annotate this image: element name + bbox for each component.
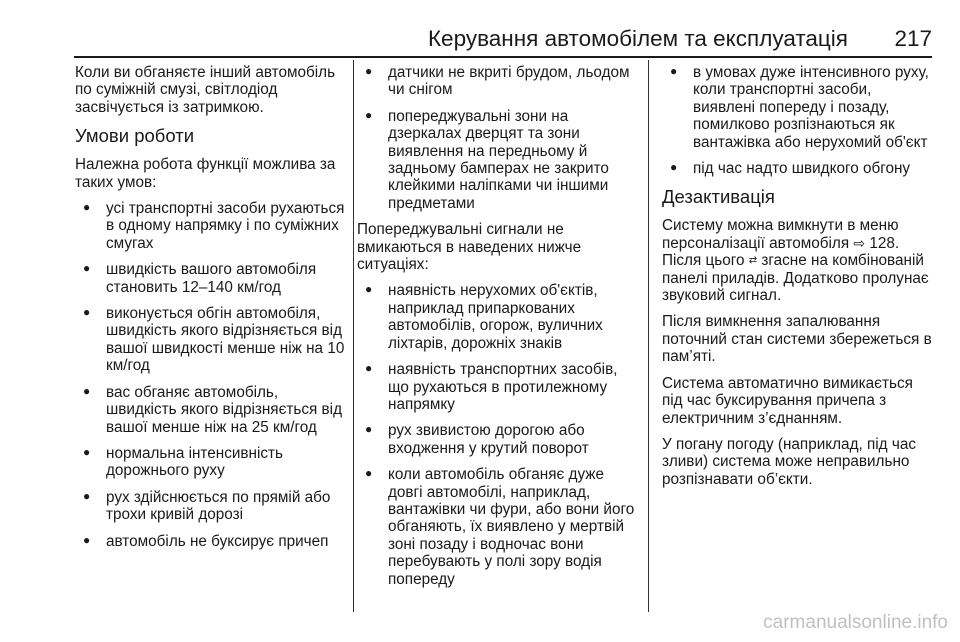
list-item: ● рух звивистою дорогою або входження у крутий поворот	[357, 422, 642, 457]
intro-paragraph: Коли ви обганяєте інший автомобіль по суміжній смузі, світлодіод засвічується із затримкою.	[75, 64, 336, 116]
list-item: ● в умовах дуже інтенсивного руху, коли транспортні засоби, виявлені попереду і позаду, помилково розпізнаються як вантажівка або нерухомий об'єкт	[662, 64, 937, 151]
trailer-paragraph: Система автоматично вимикається під час буксирування причепа з електричним з’єднанням.	[662, 374, 913, 427]
list-item: ● вас обганяє автомобіль, швидкість якого відрізняється від вашої менше ніж на 25 км/год	[75, 384, 345, 436]
no-warning-list	[357, 282, 642, 588]
list-item: ● нормальна інтенсивність дорожнього руху	[75, 445, 345, 480]
ignition-paragraph: Після вимкнення запалювання поточний стан системи збережеться в пам’яті.	[662, 313, 932, 366]
list-item: ● усі транспортні засоби рухаються в одному напрямку і по суміжних смугах	[75, 200, 345, 252]
column-3	[662, 64, 937, 497]
no-warning-lead: Попереджувальні сигнали не вмикаються в наведених нижче ситуаціях:	[357, 221, 582, 274]
list-item: ● автомобіль не буксирує причеп	[75, 533, 345, 550]
column-divider	[353, 60, 354, 612]
conditions-lead: Належна робота функції можлива за таких умов:	[75, 156, 336, 191]
page-reference-arrow-icon: ⇨	[853, 234, 866, 251]
page-number: 217	[894, 26, 932, 51]
weather-paragraph: У погану погоду (наприклад, під час зливи) система може неправильно розпізнавати об’єкти.	[662, 435, 916, 488]
section-heading-operating-conditions: Умови роботи	[75, 125, 195, 147]
after-text: Після цього	[662, 252, 745, 270]
column-divider	[648, 60, 649, 612]
column-1	[75, 64, 345, 559]
conditions-list-continued	[357, 64, 642, 212]
list-item: ● наявність нерухомих об'єктів, наприклад припаркованих автомобілів, огорож, вуличних ліхтарів, дорожніх знаків	[357, 282, 642, 352]
column-2	[357, 64, 642, 597]
deactivation-text: Систему можна вимкнути в меню персоналізації автомобіля	[662, 217, 899, 252]
header-rule	[74, 56, 932, 58]
list-item: ● під час надто швидкого обгону	[662, 160, 937, 177]
list-item: ● рух здійснюється по прямій або трохи кривій дорозі	[75, 489, 345, 524]
section-heading-deactivation: Дезактивація	[662, 186, 775, 208]
list-item: ● попереджувальні зони на дзеркалах дверцят та зони виявлення на передньому й задньому бамперах не закрито клейкими наліпками чи іншими предметами	[357, 108, 642, 212]
no-warning-list-continued	[662, 64, 937, 177]
list-item: ● швидкість вашого автомобіля становить 12–140 км/год	[75, 261, 345, 296]
chapter-title: Керування автомобілем та експлуатація	[427, 26, 848, 51]
deactivation-paragraph	[662, 217, 937, 304]
watermark: carmanualsonline.info	[763, 612, 948, 633]
side-blind-spot-icon: ⇄	[748, 255, 758, 267]
after-text-continued: згасне на комбінованій панелі приладів. Додатково пролунає звуковий сигнал.	[662, 252, 929, 305]
page-reference: 128.	[869, 234, 900, 252]
page-header	[74, 22, 932, 58]
list-item: ● виконується обгін автомобіля, швидкість якого відрізняється від вашої швидкості менше ніж на 10 км/год	[75, 305, 345, 375]
list-item: ● наявність транспортних засобів, що рухаються в протилежному напрямку	[357, 361, 642, 413]
list-item: ● датчики не вкриті брудом, льодом чи снігом	[357, 64, 642, 99]
conditions-list	[75, 200, 345, 550]
list-item: ● коли автомобіль обганяє дуже довгі автомобілі, наприклад, вантажівки чи фури, або вони його обганяють, їх виявлено у мертвій зоні позаду і водночас вони перебувають у полі зору водія попереду	[357, 466, 642, 588]
